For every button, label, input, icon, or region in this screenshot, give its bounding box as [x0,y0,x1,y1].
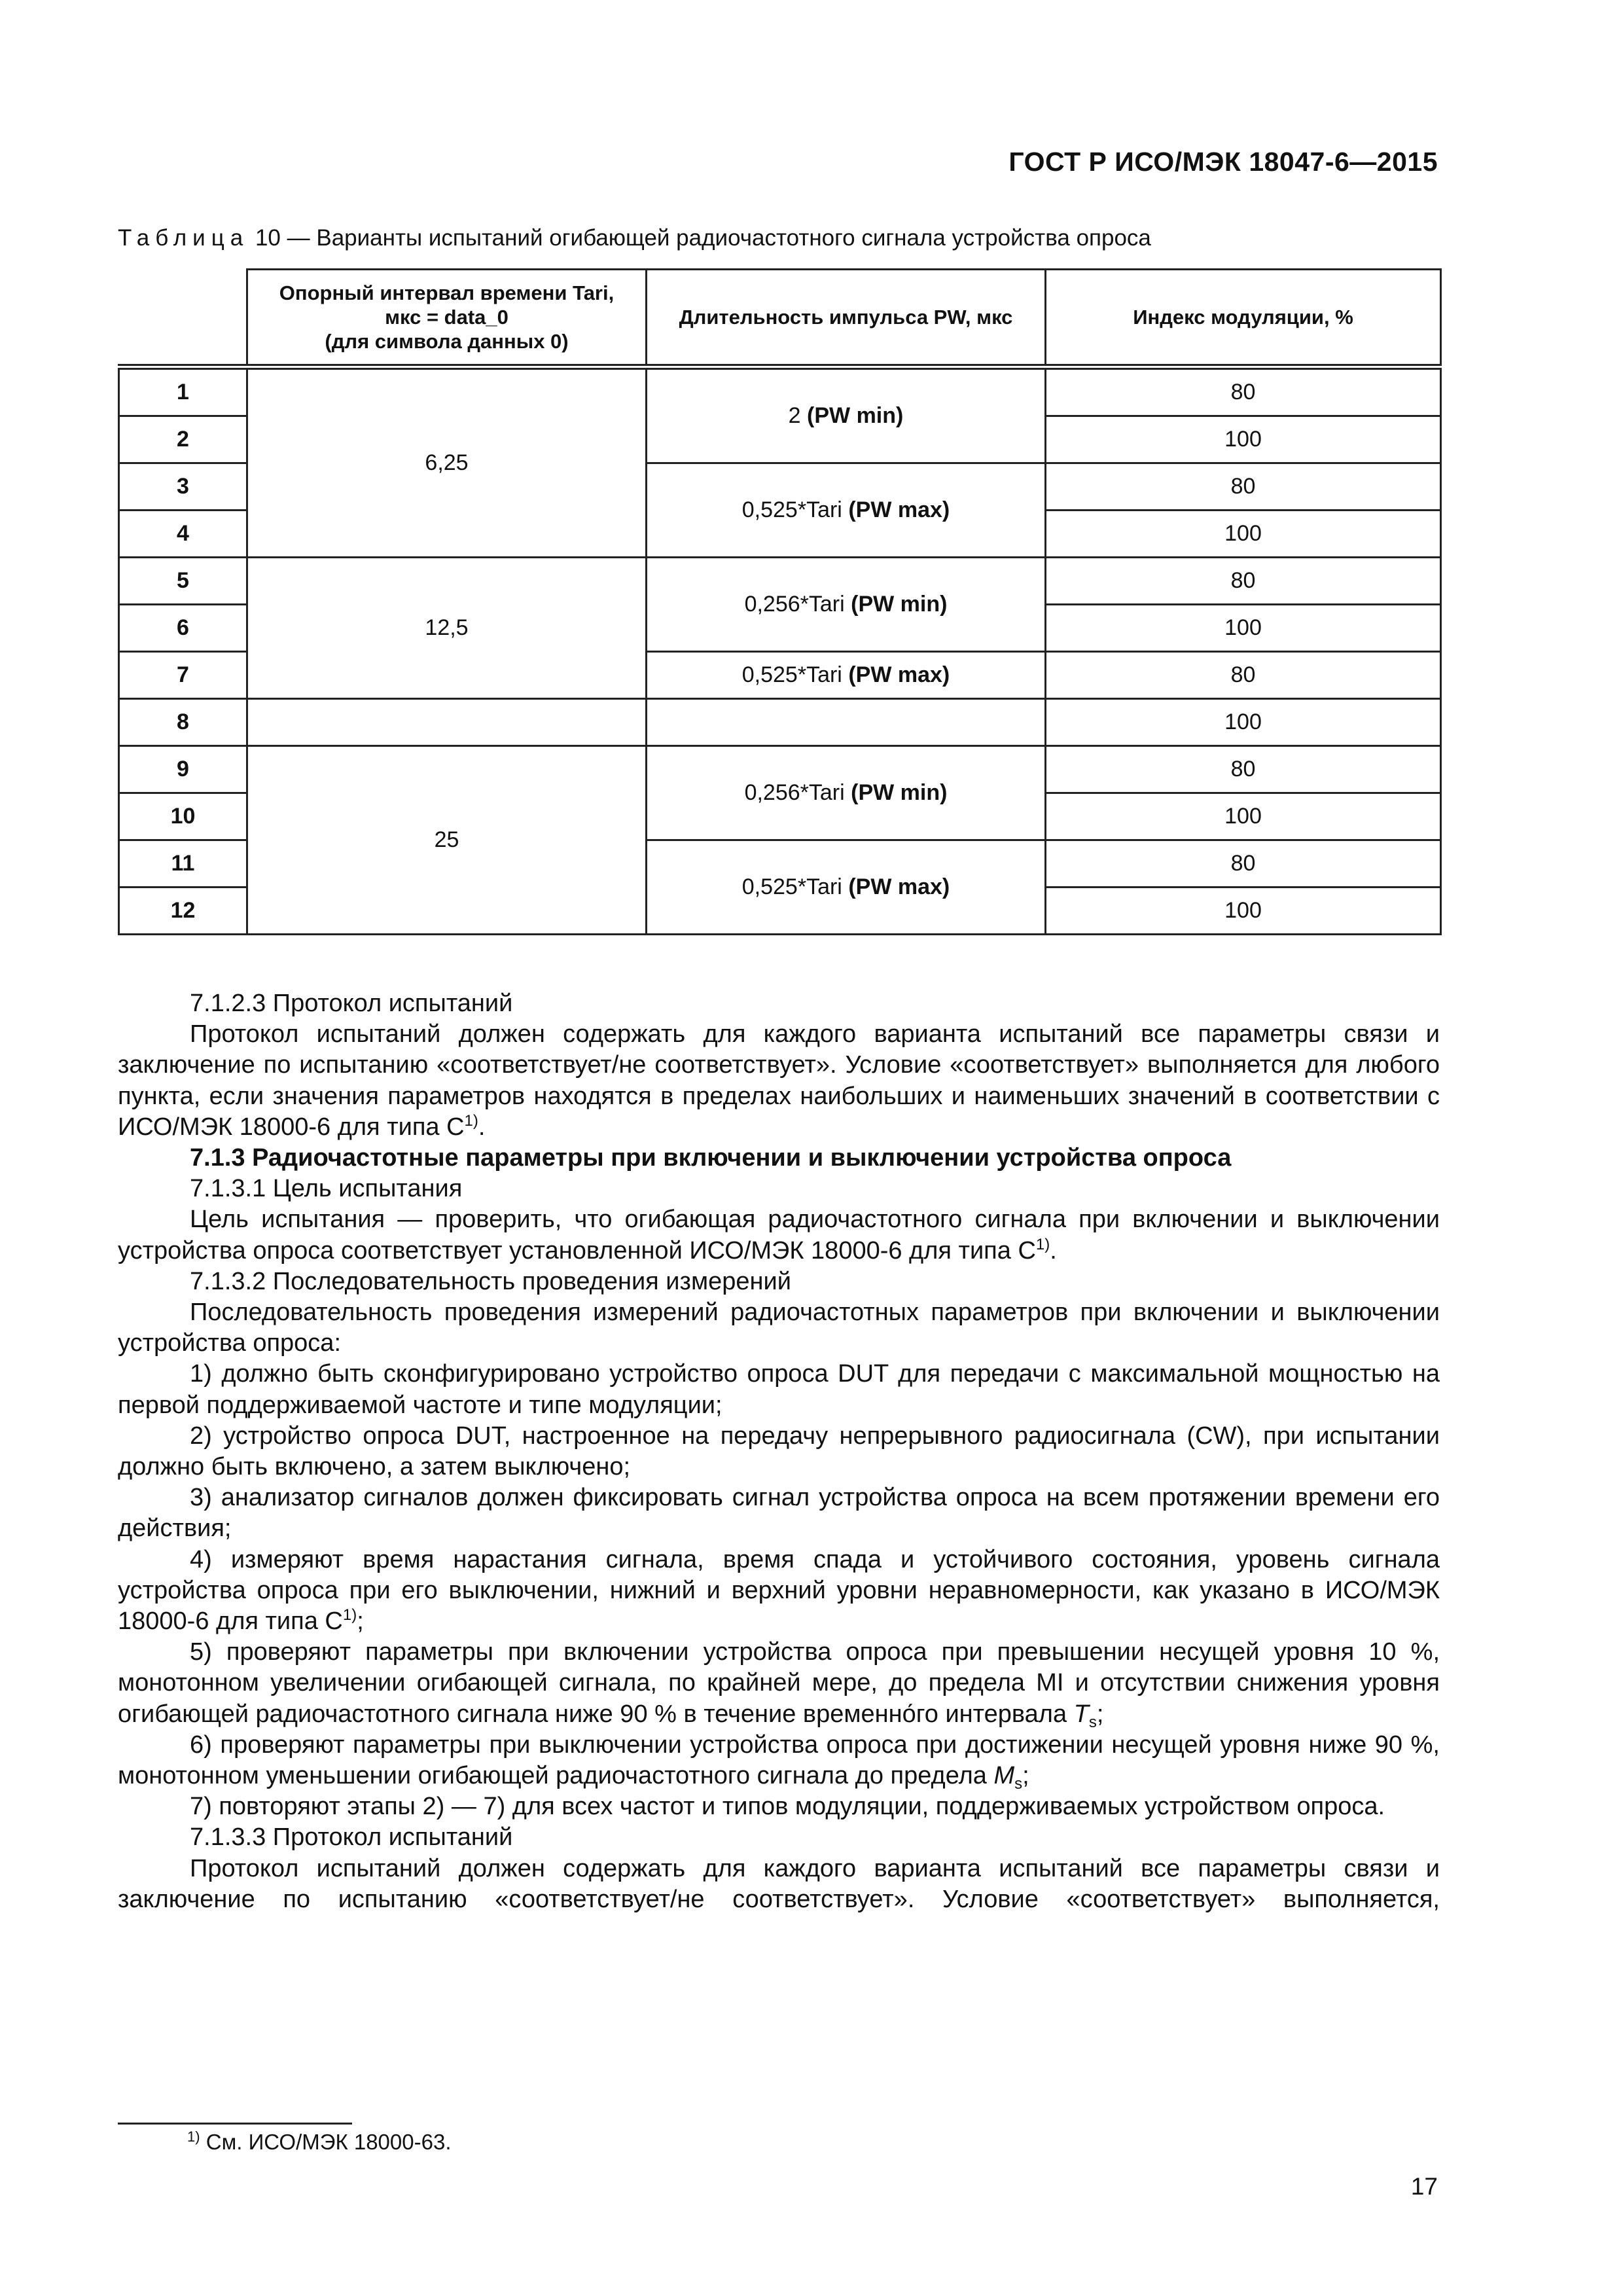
table-row [119,699,1441,746]
row-number: 1 [119,367,247,416]
table-row [119,367,1441,416]
list-item: 1) должно быть сконфигурировано устройство опроса DUT для передачи с максимальной мощностью на первой поддерживаемой частоте и типе модуляции; [118,1360,1440,1419]
row-number: 5 [119,558,247,605]
table-header-mi: Индекс модуляции, % [1046,270,1441,367]
list-item: 7) повторяют этапы 2) — 7) для всех частот и типов модуляции, поддерживаемых устройством опроса. [190,1793,1385,1821]
paragraph: 7.1.3.2 Последовательность проведения измерений [190,1267,791,1295]
table-caption-text: 10 — Варианты испытаний огибающей радиочастотного сигнала устройства опроса [255,225,1151,251]
mi-cell: 80 [1046,367,1441,416]
mi-cell: 80 [1046,840,1441,888]
pw-cell: 0,525*Tari (PW max) [647,652,1046,699]
list-item: 2) устройство опроса DUT, настроенное на передачу непрерывного радиосигнала (CW), при испытании должно быть включено, а затем выключено; [118,1422,1440,1481]
tari-cell: 25 [247,746,647,935]
footnote-text: См. ИСО/МЭК 18000-63. [205,2130,452,2154]
mi-cell: 80 [1046,652,1441,699]
table-header-pw: Длительность импульса PW, мкс [647,270,1046,367]
footnote-ref: 1) [342,1606,357,1624]
pw-cell: 2 (PW min) [647,367,1046,463]
table-caption-label: Таблица [118,225,249,251]
mi-cell: 100 [1046,888,1441,935]
pw-cell: 0,525*Tari (PW max) [647,463,1046,558]
row-number: 9 [119,746,247,793]
body-text [118,988,1440,1915]
row-number: 6 [119,605,247,652]
mi-cell: 100 [1046,511,1441,558]
paragraph: Цель испытания — проверить, что огибающая радиочастотного сигнала при включении и выключении устройства опроса соответствует установленной ИСО/МЭК 18000-6 для типа $С^{1)}$. [118,1206,1440,1265]
mi-cell: 100 [1046,699,1441,746]
mi-cell: 100 [1046,793,1441,840]
row-number: 3 [119,463,247,511]
paragraph: 7.1.3.1 Цель испытания [190,1175,463,1203]
list-item: 6) проверяют параметры при выключении устройства опроса при достижении несущей уровня ниже 90 %, монотонном уменьшении огибающей радиочастотного сигнала до предела $M_s$; [118,1731,1440,1793]
list-item: 3) анализатор сигналов должен фиксировать сигнал устройства опроса на всем протяжении времени его действия; [118,1484,1440,1543]
paragraph: Протокол испытаний должен содержать для каждого варианта испытаний все параметры связи и заключение по испытанию «соответствует/не соответствует». Условие «соответствует» выполняется для любого пункта, если значения параметров находятся в пределах наибольших и наименьших значений в соответствии с ИСО/МЭК 18000-6 для типа $С^{1)}$. [118,1020,1440,1141]
page-number: 17 [1410,2173,1438,2200]
row-number: 11 [119,840,247,888]
row-number: 2 [119,416,247,463]
table-row [119,558,1441,605]
pw-cell-empty [647,699,1046,746]
table-header-row [119,270,1441,367]
tari-cell: 12,5 [247,558,647,699]
footnote-ref: 1) [464,1111,478,1130]
list-item: 4) измеряют время нарастания сигнала, время спада и устойчивого состояния, уровень сигнала устройства опроса при его выключении, нижний и верхний уровни неравномерности, как указано в ИСО/МЭК 18000-6 для типа $С^{1)}$; [118,1545,1440,1636]
table-header-tari: Опорный интервал времени Tari, мкс = data_0 (для символа данных 0) [247,270,647,367]
row-number: 12 [119,888,247,935]
footnote-ref: 1) [1035,1235,1050,1253]
variants-table [118,268,1442,935]
mi-cell: 80 [1046,746,1441,793]
pw-cell: 0,525*Tari (PW max) [647,840,1046,935]
section-heading: 7.1.3 Радиочастотные параметры при включении и выключении устройства опроса [190,1144,1232,1172]
paragraph: 7.1.3.3 Протокол испытаний [190,1823,513,1852]
document-id: ГОСТ Р ИСО/МЭК 18047-6—2015 [1008,147,1438,177]
row-number: 10 [119,793,247,840]
row-number: 4 [119,511,247,558]
paragraph: 7.1.2.3 Протокол испытаний [190,990,513,1017]
tari-cell: 6,25 [247,367,647,558]
tari-cell-empty [247,699,647,746]
row-number: 8 [119,699,247,746]
paragraph: Протокол испытаний должен содержать для каждого варианта испытаний все параметры связи и заключение по испытанию «соответствует/не соответствует». Условие «соответствует» выполняется, [118,1854,1440,1913]
paragraph: Последовательность проведения измерений радиочастотных параметров при включении и выключении устройства опроса: [118,1299,1440,1357]
mi-cell: 80 [1046,463,1441,511]
row-number: 7 [119,652,247,699]
table-header-corner [119,270,247,367]
mi-cell: 80 [1046,558,1441,605]
footnote-separator [118,2123,352,2125]
mi-cell: 100 [1046,416,1441,463]
pw-cell: 0,256*Tari (PW min) [647,746,1046,840]
list-item: 5) проверяют параметры при включении устройства опроса при превышении несущей уровня 10 %, монотонном увеличении огибающей сигнала, по крайней мере, до предела MI и отсутствии снижения уровня огибающей радиочастотного сигнала ниже 90 % в течение временно́го интервала $T_s$; [118,1638,1440,1731]
mi-cell: 100 [1046,605,1441,652]
table-caption [118,225,1151,251]
footnote-mark: 1) [187,2128,200,2145]
table-row [119,746,1441,793]
footnote [187,2130,451,2155]
pw-cell: 0,256*Tari (PW min) [647,558,1046,652]
